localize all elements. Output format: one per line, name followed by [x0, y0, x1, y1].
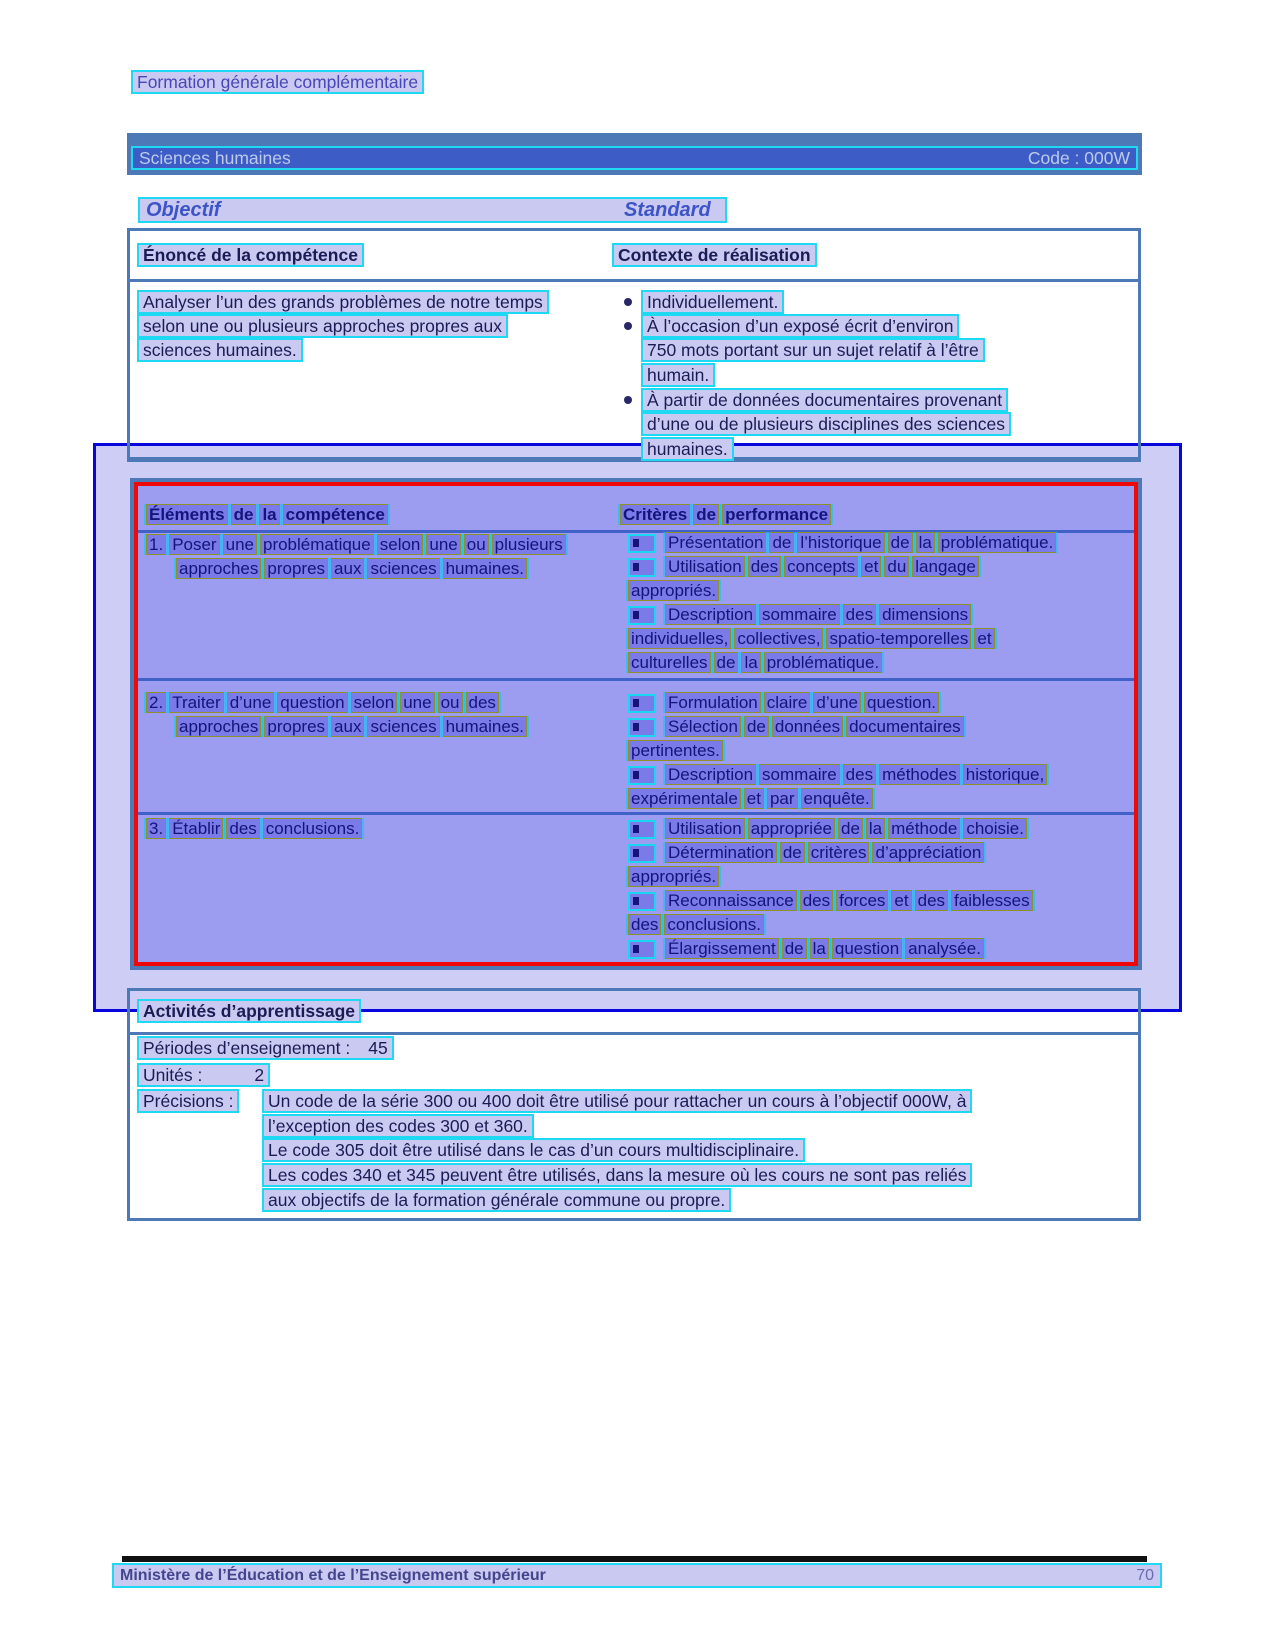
title-bar-highlight	[131, 146, 1138, 170]
word-box: méthode	[888, 818, 960, 839]
page-header-label: Formation générale complémentaire	[131, 70, 424, 94]
criteria-line	[628, 628, 998, 650]
word-box: humaines.	[443, 558, 527, 579]
word-box: compétence	[283, 504, 388, 525]
word-box: une	[400, 692, 434, 713]
hl-line	[137, 314, 508, 338]
word-box: Formulation	[665, 692, 761, 713]
word-box: une	[426, 534, 460, 555]
word-box: problématique.	[764, 652, 882, 673]
word-box: faiblesses	[951, 890, 1033, 911]
word-box: propres	[264, 716, 328, 737]
criteria-line	[628, 604, 974, 626]
word-box: des	[226, 818, 259, 839]
criteria-bullet-box	[628, 892, 656, 911]
bullet-dot	[624, 322, 632, 330]
periodes-row	[137, 1036, 394, 1060]
word-box: Description	[665, 604, 756, 625]
word-box: claire	[764, 692, 811, 713]
word-box: et	[861, 556, 881, 577]
criteria-line	[628, 764, 1050, 786]
word-box: Poser	[169, 534, 219, 555]
word-box: problématique	[260, 534, 374, 555]
hl-text: humain.	[641, 363, 715, 387]
word-box: conclusions.	[664, 914, 764, 935]
document-title: Sciences humaines	[139, 148, 291, 168]
unites-row	[137, 1063, 270, 1087]
hl-text: selon une ou plusieurs approches propres aux	[137, 314, 508, 338]
competence-table-header-right: Contexte de réalisation	[612, 243, 817, 267]
word-box: plusieurs	[492, 534, 566, 555]
word-box: approches	[176, 558, 261, 579]
word-box: de	[693, 504, 719, 525]
hl-text: 750 mots portant sur un sujet relatif à l’être	[641, 338, 985, 362]
criteria-line	[628, 740, 726, 762]
periodes-label: Périodes d’enseignement :	[143, 1038, 351, 1058]
criteria-bullet-box	[628, 820, 656, 839]
word-box: de	[782, 938, 807, 959]
word-box: dimensions	[879, 604, 971, 625]
element-line	[146, 534, 569, 556]
criteria-bullet-box	[628, 718, 656, 737]
word-box: 1.	[146, 534, 166, 555]
word-box: des	[628, 914, 661, 935]
activities-table-header: Activités d’apprentissage	[137, 999, 361, 1023]
criteria-line	[628, 580, 722, 602]
word-box: approches	[176, 716, 261, 737]
elements-table	[130, 478, 1142, 970]
hl-text: Analyser l’un des grands problèmes de notre temps	[137, 290, 549, 314]
hl-line	[641, 412, 1011, 436]
hl-line	[641, 314, 959, 338]
word-box: humaines.	[443, 716, 527, 737]
competence-table-header-left: Énoncé de la compétence	[137, 243, 364, 267]
page-header	[131, 70, 424, 94]
word-box: et	[744, 788, 764, 809]
standard-heading: Standard	[624, 199, 711, 221]
word-box: choisie.	[963, 818, 1027, 839]
word-box: des	[800, 890, 833, 911]
word-box: Élargissement	[665, 938, 779, 959]
word-box: la	[916, 532, 935, 553]
word-box: expérimentale	[628, 788, 741, 809]
criteria-line	[628, 842, 987, 864]
hl-text: À l’occasion d’un exposé écrit d’environ	[641, 314, 959, 338]
element-line	[176, 716, 530, 738]
hl-line	[262, 1114, 534, 1138]
word-box: Traiter	[169, 692, 224, 713]
word-box: la	[259, 504, 279, 525]
word-box: des	[843, 604, 876, 625]
word-box: des	[915, 890, 948, 911]
word-box: de	[888, 532, 913, 553]
hl-line	[641, 363, 715, 387]
word-box: Utilisation	[665, 818, 745, 839]
word-box: critères	[808, 842, 870, 863]
word-box: de	[769, 532, 794, 553]
word-box: analysée.	[905, 938, 984, 959]
footer-ministry: Ministère de l’Éducation et de l’Enseignement supérieur	[120, 1566, 546, 1584]
hl-line	[262, 1163, 972, 1187]
element-line	[146, 818, 365, 840]
word-box: et	[891, 890, 911, 911]
criteria-bullet-box	[628, 558, 656, 577]
word-box: selon	[377, 534, 424, 555]
word-box: données	[772, 716, 843, 737]
word-box: sommaire	[759, 604, 840, 625]
word-box: Détermination	[665, 842, 777, 863]
word-box: Éléments	[146, 504, 228, 525]
unites-label: Unités :	[143, 1065, 203, 1085]
hl-text: l’exception des codes 300 et 360.	[262, 1114, 534, 1138]
word-box: la	[741, 652, 760, 673]
word-box: collectives,	[734, 628, 823, 649]
word-box: 2.	[146, 692, 166, 713]
bullet-dot	[624, 396, 632, 404]
activities-table-header-separator	[130, 1032, 1138, 1035]
word-box: de	[714, 652, 739, 673]
word-box: aux	[331, 716, 364, 737]
competence-table-header-separator	[130, 279, 1138, 282]
word-box: de	[780, 842, 805, 863]
hl-text: Individuellement.	[641, 290, 784, 314]
word-box: par	[767, 788, 798, 809]
criteria-line	[628, 556, 982, 578]
unites-value: 2	[254, 1065, 265, 1085]
word-box: Critères	[620, 504, 690, 525]
hl-text: sciences humaines.	[137, 338, 303, 362]
word-box: du	[884, 556, 909, 577]
criteria-bullet-box	[628, 606, 656, 625]
hl-line	[137, 338, 303, 362]
word-box: et	[974, 628, 994, 649]
word-box: 3.	[146, 818, 166, 839]
word-box: Description	[665, 764, 756, 785]
word-box: la	[810, 938, 829, 959]
word-box: culturelles	[628, 652, 711, 673]
word-box: propres	[264, 558, 328, 579]
word-box: conclusions.	[263, 818, 363, 839]
element-line	[146, 692, 502, 714]
word-box: la	[866, 818, 885, 839]
word-box: documentaires	[846, 716, 964, 737]
hl-text: d’une ou de plusieurs disciplines des sciences	[641, 412, 1011, 436]
hl-text: Un code de la série 300 ou 400 doit être utilisé pour rattacher un cours à l’objectif 000W, à	[262, 1089, 972, 1113]
criteria-line	[628, 818, 1030, 840]
word-box: appropriés.	[628, 866, 719, 887]
criteria-line	[628, 914, 767, 936]
word-box: appropriés.	[628, 580, 719, 601]
criteria-bullet-box	[628, 694, 656, 713]
word-box: de	[231, 504, 257, 525]
competence-table	[127, 228, 1141, 462]
word-box: problématique.	[938, 532, 1056, 553]
elements-header-left	[146, 504, 391, 526]
word-box: Reconnaissance	[665, 890, 797, 911]
hl-line	[641, 388, 1008, 412]
hl-text: humaines.	[641, 437, 734, 461]
section-band	[138, 197, 727, 223]
hl-line	[641, 290, 784, 314]
hl-line	[262, 1138, 805, 1162]
criteria-line	[628, 652, 885, 674]
word-box: sommaire	[759, 764, 840, 785]
element-line	[176, 558, 530, 580]
word-box: ou	[464, 534, 489, 555]
activities-table	[127, 988, 1141, 1221]
criteria-bullet-box	[628, 534, 656, 553]
word-box: des	[748, 556, 781, 577]
elements-header-right	[620, 504, 834, 526]
precisions-label-box: Précisions :	[137, 1089, 239, 1113]
word-box: forces	[836, 890, 888, 911]
hl-line	[137, 290, 549, 314]
footer-rule	[122, 1556, 1147, 1562]
word-box: des	[843, 764, 876, 785]
word-box: spatio-temporelles	[826, 628, 971, 649]
hl-text: Le code 305 doit être utilisé dans le cas d’un cours multidisciplinaire.	[262, 1138, 805, 1162]
word-box: de	[838, 818, 863, 839]
objectif-heading: Objectif	[146, 199, 221, 221]
word-box: d’une	[227, 692, 275, 713]
hl-text: Les codes 340 et 345 peuvent être utilisés, dans la mesure où les cours ne sont pas reliés	[262, 1163, 972, 1187]
criteria-line	[628, 890, 1036, 912]
word-box: une	[223, 534, 257, 555]
word-box: question	[277, 692, 347, 713]
criteria-line	[628, 692, 942, 714]
word-box: de	[744, 716, 769, 737]
word-box: pertinentes.	[628, 740, 723, 761]
word-box: des	[466, 692, 499, 713]
word-box: d’une	[813, 692, 861, 713]
word-box: appropriée	[748, 818, 835, 839]
criteria-line	[628, 866, 722, 888]
word-box: sciences	[367, 558, 439, 579]
red-annotation-box	[134, 482, 1138, 966]
hl-line	[641, 338, 985, 362]
word-box: question	[832, 938, 902, 959]
hl-line	[641, 437, 734, 461]
criteria-bullet-box	[628, 766, 656, 785]
periodes-value: 45	[368, 1038, 388, 1058]
word-box: Utilisation	[665, 556, 745, 577]
word-box: sciences	[367, 716, 439, 737]
criteria-bullet-box	[628, 844, 656, 863]
word-box: enquête.	[801, 788, 873, 809]
word-box: l’historique	[797, 532, 884, 553]
criteria-line	[628, 532, 1059, 554]
title-bar	[127, 133, 1142, 175]
criteria-line	[628, 716, 967, 738]
word-box: historique,	[963, 764, 1047, 785]
hl-line	[262, 1188, 731, 1212]
word-box: langage	[912, 556, 979, 577]
word-box: Présentation	[665, 532, 766, 553]
document-code: Code : 000W	[1027, 148, 1130, 168]
word-box: selon	[351, 692, 398, 713]
footer-page-number: 70	[1136, 1566, 1154, 1584]
word-box: Établir	[169, 818, 223, 839]
word-box: d’appréciation	[872, 842, 984, 863]
word-box: ou	[438, 692, 463, 713]
bullet-dot	[624, 298, 632, 306]
word-box: concepts	[784, 556, 858, 577]
word-box: question.	[864, 692, 939, 713]
elements-table-row-separator	[138, 678, 1134, 681]
elements-table-row-separator	[138, 812, 1134, 815]
word-box: Sélection	[665, 716, 741, 737]
hl-text: aux objectifs de la formation générale commune ou propre.	[262, 1188, 731, 1212]
criteria-line	[628, 788, 876, 810]
word-box: méthodes	[879, 764, 960, 785]
hl-line	[262, 1089, 972, 1113]
footer-band	[112, 1563, 1162, 1588]
word-box: performance	[722, 504, 831, 525]
criteria-line	[628, 938, 987, 960]
hl-text: À partir de données documentaires provenant	[641, 388, 1008, 412]
word-box: individuelles,	[628, 628, 731, 649]
criteria-bullet-box	[628, 940, 656, 959]
word-box: aux	[331, 558, 364, 579]
